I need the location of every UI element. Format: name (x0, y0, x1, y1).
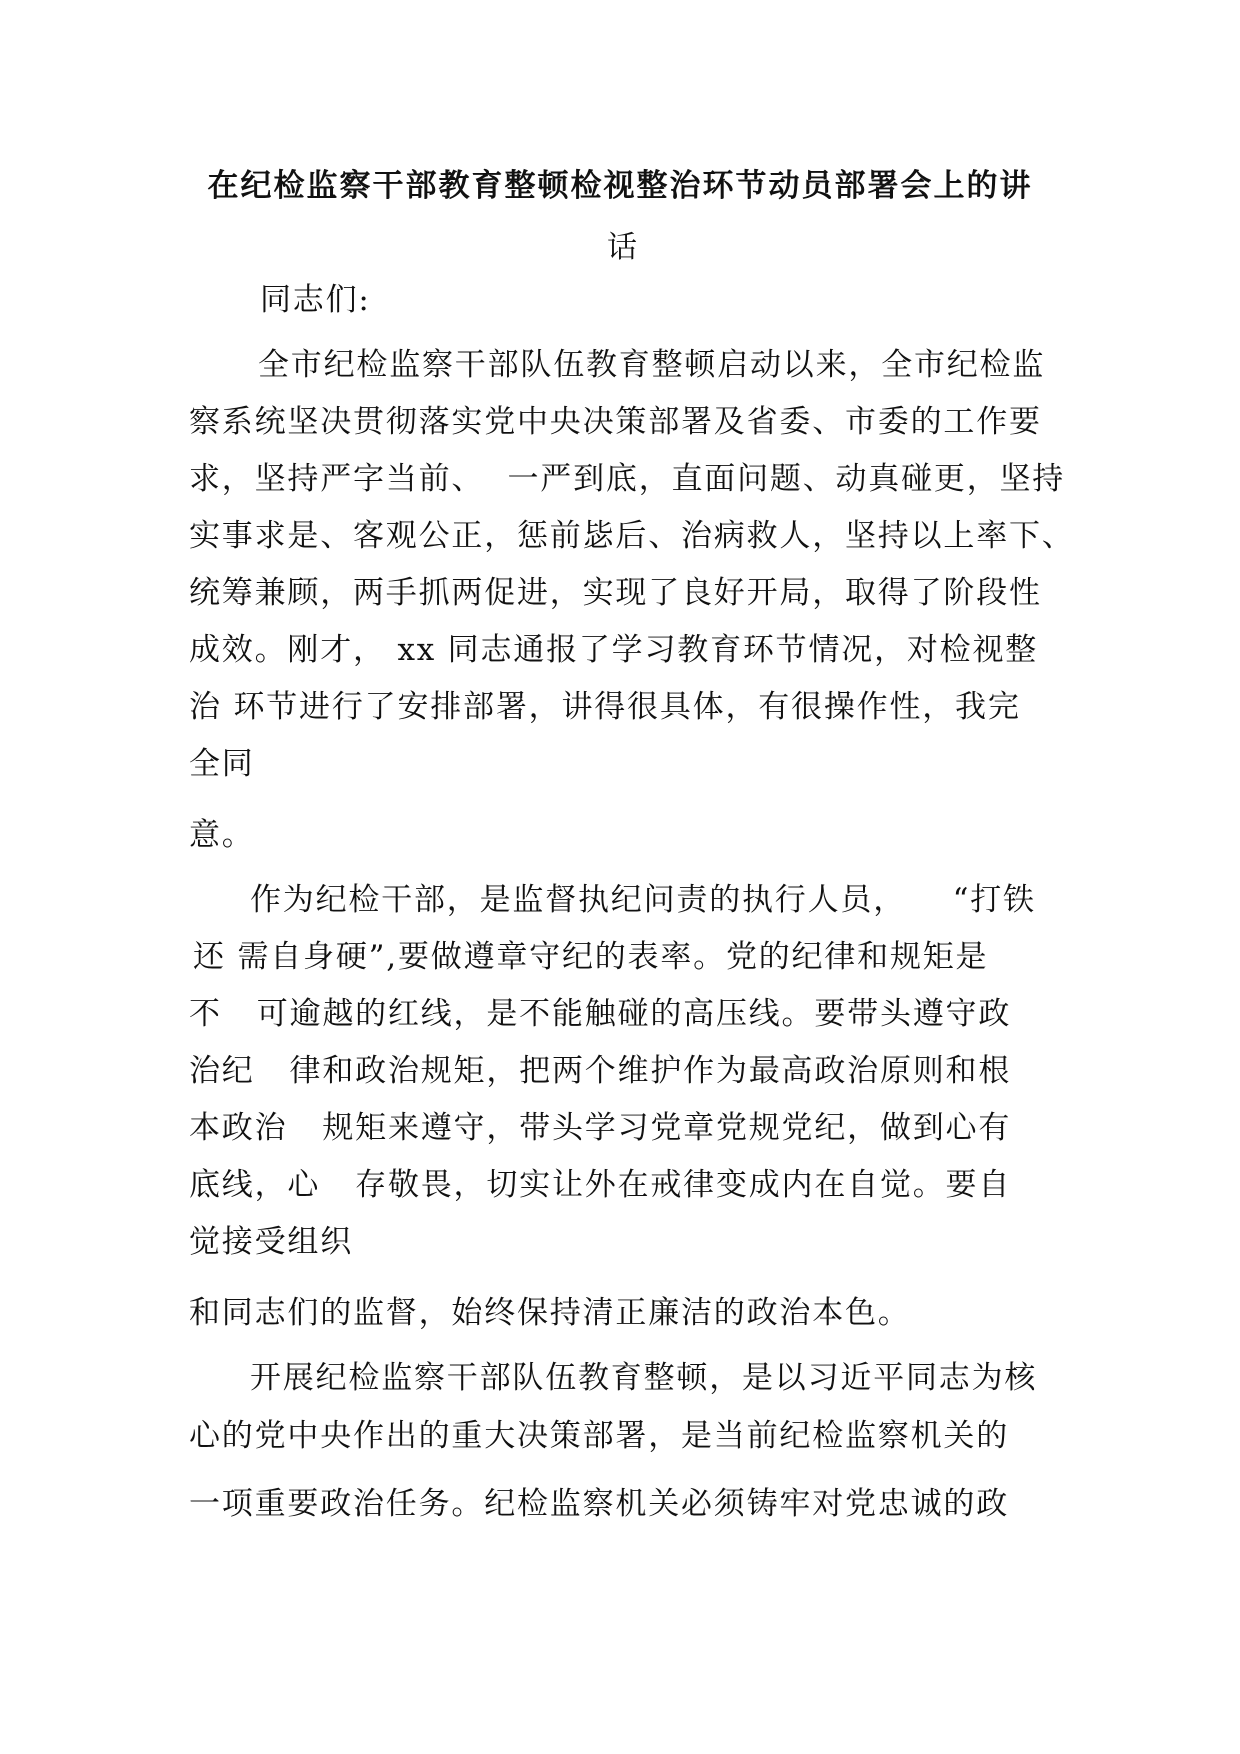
paragraph2-line1: 作为纪检干部，是监督执纪问责的执行人员， “打铁 (250, 882, 1036, 918)
paragraph3-line3: 一项重要政治任务。纪检监察机关必须铸牢对党忠诚的政 (189, 1486, 1009, 1522)
salutation: 同志们: (260, 282, 371, 318)
paragraph1-line2: 察系统坚决贯彻落实党中央决策部署及省委、市委的工作要 (189, 404, 1042, 440)
paragraph3-line2: 心的党中央作出的重大决策部署，是当前纪检监察机关的 (189, 1418, 1009, 1454)
paragraph2-line4: 治纪 律和政治规矩，把两个维护作为最高政治原则和根 (189, 1053, 1012, 1089)
paragraph1-line8: 全同 (189, 746, 255, 782)
paragraph1-line5: 统筹兼顾，两手抓两促进，实现了良好开局，取得了阶段性 (189, 575, 1042, 611)
document-title-line1: 在纪检监察干部教育整顿检视整治环节动员部署会上的讲 (207, 168, 1033, 204)
paragraph2-line3: 不 可逾越的红线，是不能触碰的高压线。要带头遵守政 (189, 996, 1012, 1032)
paragraph1-line6: 成效。刚才， xx 同志通报了学习教育环节情况，对检视整 (189, 632, 1039, 668)
paragraph2-line2: 还 需自身硬”,要做遵章守纪的表率。党的纪律和规矩是 (193, 939, 989, 975)
paragraph1-line1: 全市纪检监察干部队伍教育整顿启动以来，全市纪检监 (258, 347, 1046, 383)
paragraph2-line7: 觉接受组织 (189, 1224, 353, 1260)
paragraph3-line1: 开展纪检监察干部队伍教育整顿，是以习近平同志为核 (250, 1360, 1038, 1396)
paragraph2-line8: 和同志们的监督，始终保持清正廉洁的政治本色。 (189, 1295, 911, 1331)
paragraph1-line4: 实事求是、客观公正，惩前毖后、治病救人，坚持以上率下、 (189, 518, 1075, 554)
paragraph1-line9: 意。 (189, 817, 255, 853)
paragraph1-line3: 求，坚持严字当前、 一严到底，直面问题、动真碰更，坚持 (189, 461, 1066, 497)
document-title-line2: 话 (607, 230, 637, 265)
paragraph2-line6: 底线，心 存敬畏，切实让外在戒律变成内在自觉。要自 (189, 1167, 1012, 1203)
paragraph1-line7: 治 环节进行了安排部署，讲得很具体，有很操作性，我完 (189, 689, 1021, 725)
paragraph2-line5: 本政治 规矩来遵守，带头学习党章党规党纪，做到心有 (189, 1110, 1012, 1146)
